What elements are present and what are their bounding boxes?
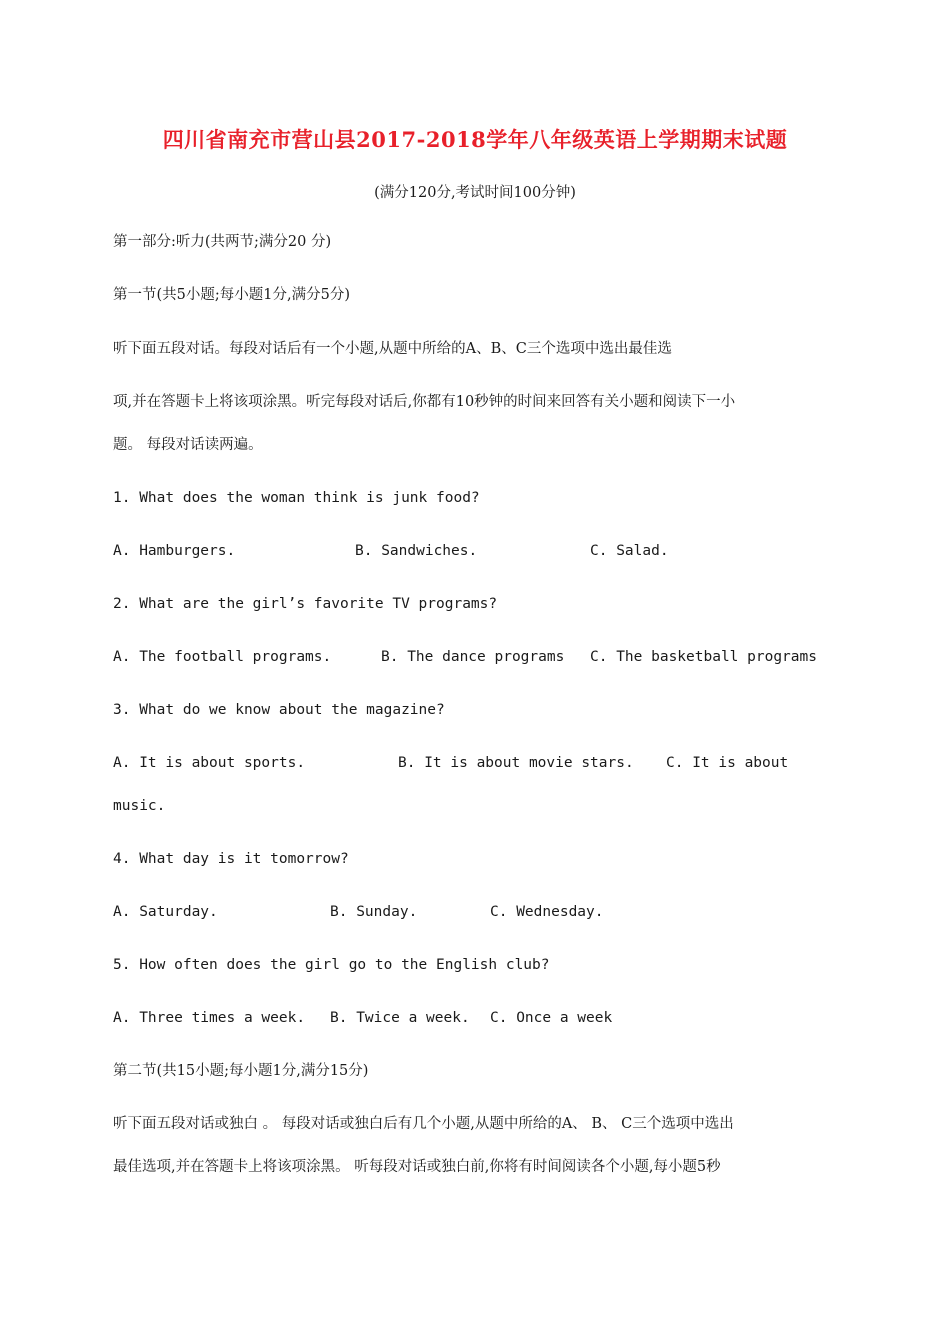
question-5-option-c: C. Once a week — [490, 1010, 613, 1026]
question-2: 2. What are the girl’s favorite TV programs? — [113, 596, 498, 612]
question-5-option-b: B. Twice a week. — [330, 1010, 470, 1026]
question-1-option-a: A. Hamburgers. — [113, 543, 236, 559]
question-1-option-c: C. Salad. — [590, 543, 669, 559]
section2-instruction-line: 最佳选项,并在答题卡上将该项涂黑。 听每段对话或独白前,你将有时间阅读各个小题,每小题5秒 — [113, 1159, 721, 1175]
question-3: 3. What do we know about the magazine? — [113, 702, 445, 718]
section1-instruction-line: 听下面五段对话。每段对话后有一个小题,从题中所给的A、B、C三个选项中选出最佳选 — [113, 341, 672, 357]
question-2-option-a: A. The football programs. — [113, 649, 332, 665]
question-3-option-a: A. It is about sports. — [113, 755, 306, 771]
question-1-option-b: B. Sandwiches. — [355, 543, 478, 559]
question-5-option-a: A. Three times a week. — [113, 1010, 306, 1026]
question-4: 4. What day is it tomorrow? — [113, 851, 349, 867]
question-2-option-b: B. The dance programs — [381, 649, 565, 665]
question-4-option-a: A. Saturday. — [113, 904, 218, 920]
question-3-option-c: C. It is about — [666, 755, 789, 771]
section1-heading: 第一节(共5小题;每小题1分,满分5分) — [113, 287, 350, 303]
exam-subtitle: (满分120分,考试时间100分钟) — [374, 185, 576, 201]
question-2-option-c: C. The basketball programs — [590, 649, 817, 665]
question-4-option-c: C. Wednesday. — [490, 904, 604, 920]
question-4-option-b: B. Sunday. — [330, 904, 418, 920]
section1-instruction-line: 题。 每段对话读两遍。 — [113, 437, 263, 453]
exam-title: 四川省南充市营山县2017-2018学年八年级英语上学期期末试题 — [162, 127, 788, 152]
section2-instruction-line: 听下面五段对话或独白 。 每段对话或独白后有几个小题,从题中所给的A、 B、 C三个选项中选出 — [113, 1116, 734, 1132]
question-1: 1. What does the woman think is junk food? — [113, 490, 480, 506]
section1-instruction-line: 项,并在答题卡上将该项涂黑。听完每段对话后,你都有10秒钟的时间来回答有关小题和阅读下一小 — [113, 394, 736, 410]
section2-heading: 第二节(共15小题;每小题1分,满分15分) — [113, 1063, 369, 1079]
question-3-option-b: B. It is about movie stars. — [398, 755, 634, 771]
question-3-option-c-continued: music. — [113, 798, 166, 814]
part1-heading: 第一部分:听力(共两节;满分20 分) — [113, 234, 332, 250]
question-5: 5. How often does the girl go to the English club? — [113, 957, 550, 973]
